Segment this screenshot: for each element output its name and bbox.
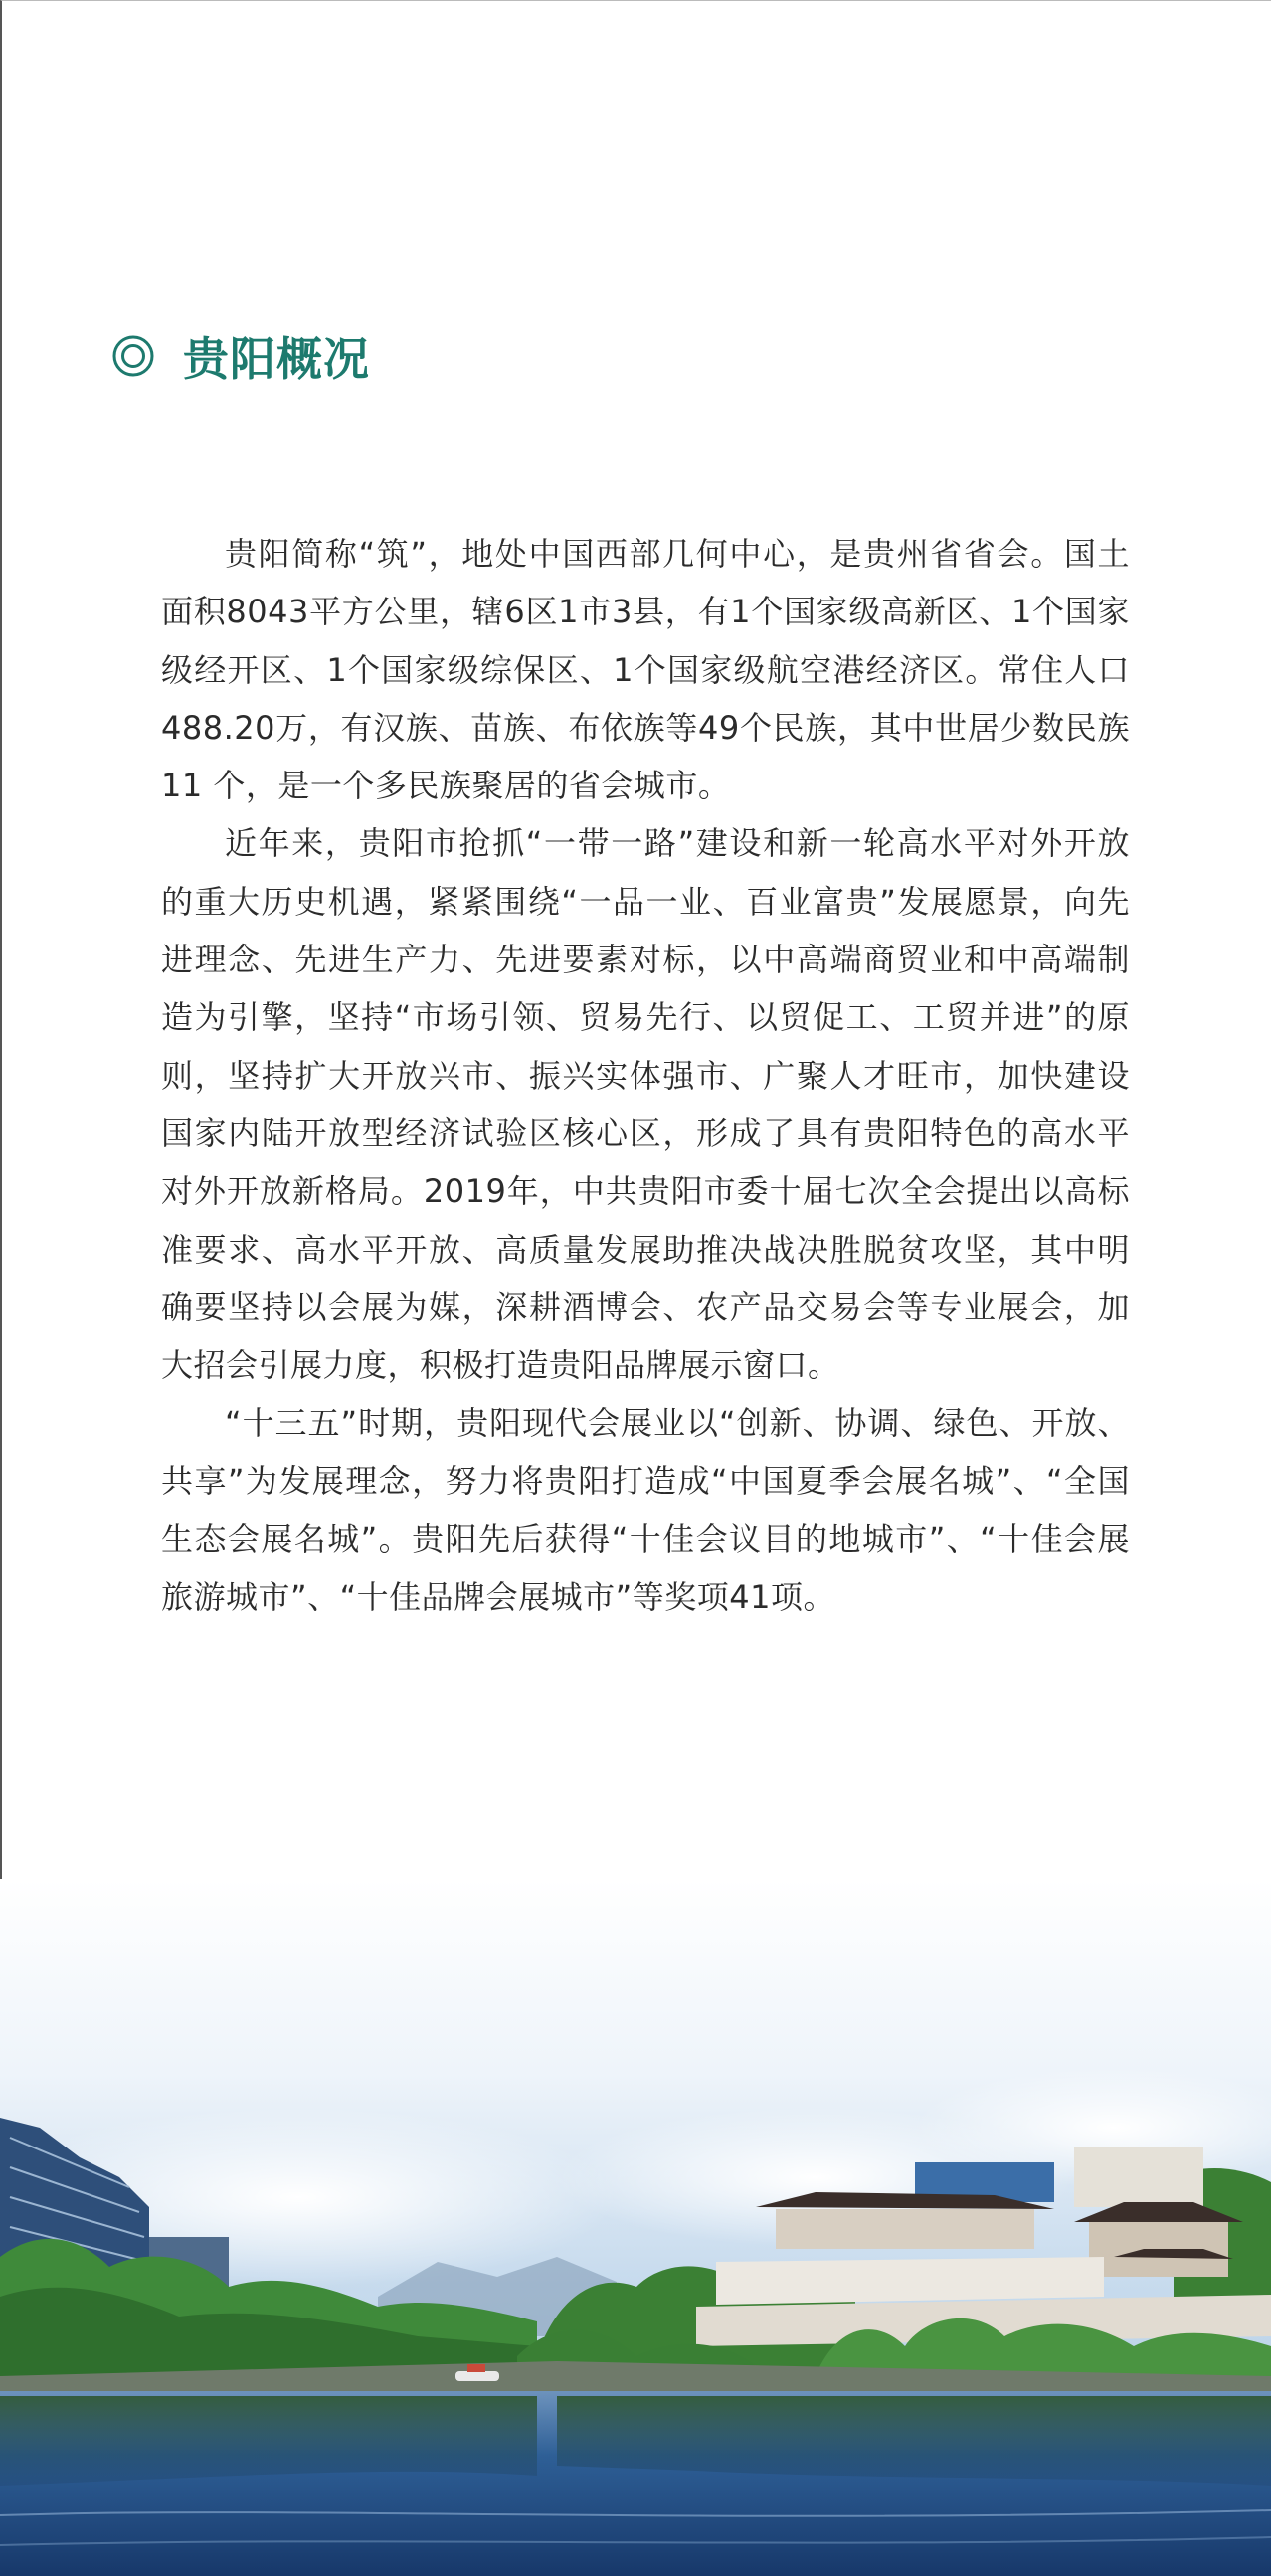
paragraph-overview: 贵阳简称“筑”，地处中国西部几何中心，是贵州省省会。国土面积8043平方公里，辖6区1市3县，有1个国家级高新区、1个国家级经开区、1个国家级综保区、1个国家级航空港经济区。常住人口488.20万，有汉族、苗族、布依族等49个民族，其中世居少数民族 11 个，是一个多民族聚居的省会城市。: [161, 535, 1130, 805]
double-circle-icon: [111, 334, 155, 378]
riverside-scenery-image: [0, 1879, 1271, 2576]
body-text: [161, 525, 1130, 1627]
section-title: 贵阳概况: [183, 332, 370, 386]
paragraph-exhibition-industry: “十三五”时期，贵阳现代会展业以“创新、协调、绿色、开放、共享”为发展理念，努力将贵阳打造成“中国夏季会展名城”、“全国生态会展名城”。贵阳先后获得“十佳会议目的地城市”、“十佳会展旅游城市”、“十佳品牌会展城市”等奖项41项。: [161, 1404, 1130, 1617]
paragraph-opening-up: 近年来，贵阳市抢抓“一带一路”建设和新一轮高水平对外开放的重大历史机遇，紧紧围绕“一品一业、百业富贵”发展愿景，向先进理念、先进生产力、先进要素对标，以中高端商贸业和中高端制造为引擎，坚持“市场引领、贸易先行、以贸促工、工贸并进”的原则，坚持扩大开放兴市、振兴实体强市、广聚人才旺市，加快建设国家内陆开放型经济试验区核心区，形成了具有贵阳特色的高水平对外开放新格局。2019年，中共贵阳市委十届七次全会提出以高标准要求、高水平开放、高质量发展助推决战决胜脱贫攻坚，其中明确要坚持以会展为媒，深耕酒博会、农产品交易会等专业展会，加大招会引展力度，积极打造贵阳品牌展示窗口。: [161, 824, 1130, 1385]
section-heading: [111, 320, 370, 392]
